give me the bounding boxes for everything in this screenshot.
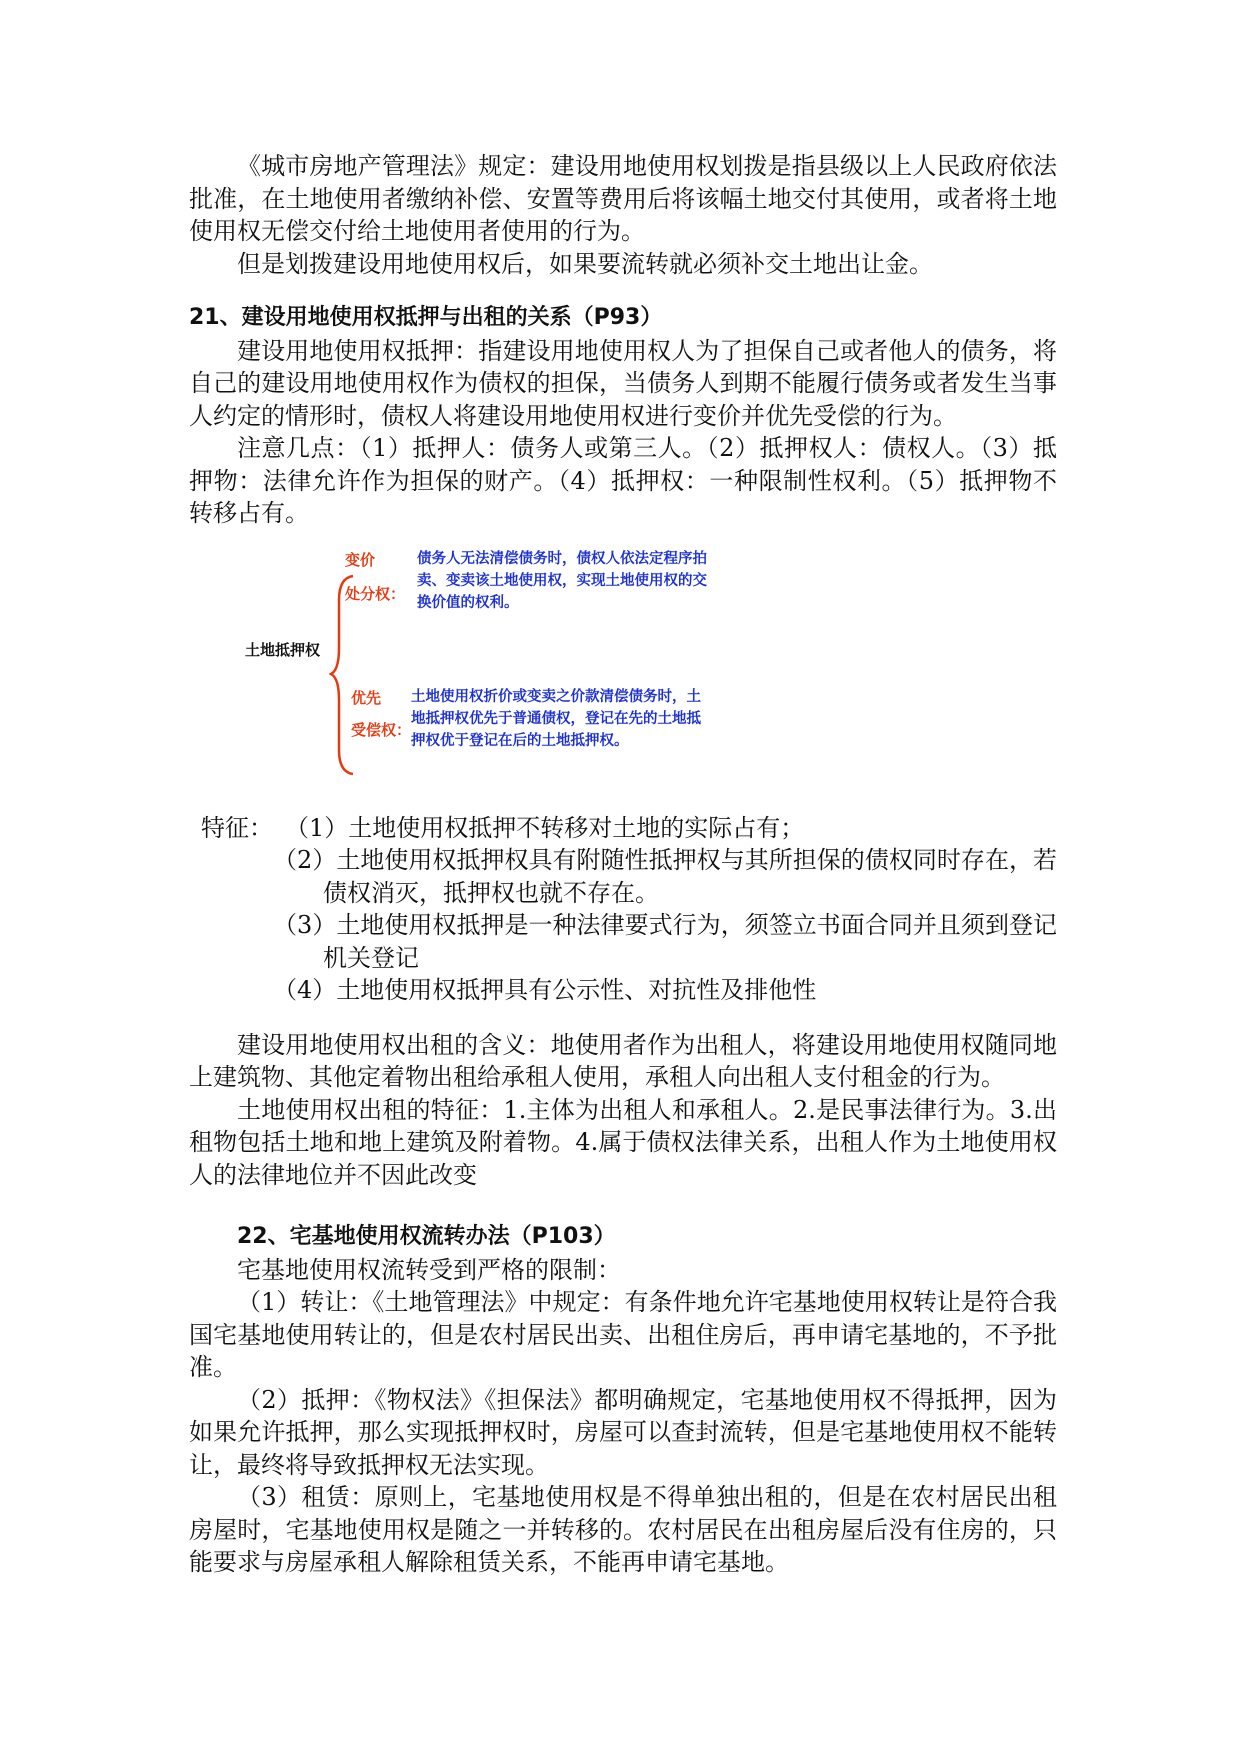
- diagram-root-label: 土地抵押权: [245, 640, 321, 659]
- mortgage-rights-diagram: [189, 544, 1057, 806]
- paragraph: （2）抵押：《物权法》《担保法》都明确规定，宅基地使用权不得抵押，因为如果允许抵押，那么实现抵押权时，房屋可以查封流转，但是宅基地使用权不能转让，最终将导致抵押权无法实现。: [189, 1385, 1057, 1479]
- branch2-label-line2: 受偿权：: [351, 720, 412, 739]
- document-body: [189, 150, 1057, 1579]
- features-list: [189, 812, 1057, 1007]
- section-heading: 22、宅基地使用权流转办法（P103）: [237, 1224, 616, 1249]
- feature-item: （2）土地使用权抵押权具有附随性抵押权与其所担保的债权同时存在，若债权消灭，抵押权也就不存在。: [273, 846, 1057, 907]
- branch1-label-line1: 变价: [345, 550, 376, 569]
- branch1-label-line2: 处分权：: [345, 584, 406, 603]
- branch2-description: 土地使用权折价或变卖之价款清偿债务时，土地抵押权优先于普通债权，登记在先的土地抵押权优于登记在后的土地抵押权。: [411, 688, 701, 749]
- branch1-description: 债务人无法清偿债务时，债权人依法定程序拍卖、变卖该土地使用权，实现土地使用权的交换价值的权利。: [417, 550, 707, 611]
- paragraph: 《城市房地产管理法》规定：建设用地使用权划拨是指县级以上人民政府依法批准，在土地使用者缴纳补偿、安置等费用后将该幅土地交付其使用，或者将土地使用权无偿交付给土地使用者使用的行为。: [189, 152, 1057, 245]
- feature-item: （1）土地使用权抵押不转移对土地的实际占有；: [285, 813, 805, 842]
- paragraph: 土地使用权出租的特征：1.主体为出租人和承租人。2.是民事法律行为。3.出租物包括土地和地上建筑及附着物。4.属于债权法律关系，出租人作为土地使用权人的法律地位并不因此改变: [189, 1095, 1057, 1189]
- section-heading: 21、建设用地使用权抵押与出租的关系（P93）: [189, 305, 663, 330]
- feature-item: （3）土地使用权抵押是一种法律要式行为，须签立书面合同并且须到登记机关登记: [273, 911, 1057, 972]
- features-prefix: 特征：: [201, 813, 273, 842]
- paragraph: 建设用地使用权出租的含义：地使用者作为出租人，将建设用地使用权随同地上建筑物、其他定着物出租给承租人使用，承租人向出租人支付租金的行为。: [189, 1030, 1057, 1091]
- paragraph: （1）转让：《土地管理法》中规定：有条件地允许宅基地使用权转让是符合我国宅基地使用转让的，但是农村居民出卖、出租住房后，再申请宅基地的，不予批准。: [189, 1288, 1057, 1381]
- paragraph: （3）租赁：原则上，宅基地使用权是不得单独出租的，但是在农村居民出租房屋时，宅基地使用权是随之一并转移的。农村居民在出租房屋后没有住房的，只能要求与房屋承租人解除租赁关系，不能再申请宅基地。: [189, 1483, 1057, 1576]
- paragraph: 建设用地使用权抵押：指建设用地使用权人为了担保自己或者他人的债务，将自己的建设用地使用权作为债权的担保，当债务人到期不能履行债务或者发生当事人约定的情形时，债权人将建设用地使用权进行变价并优先受偿的行为。: [189, 336, 1057, 430]
- paragraph: 宅基地使用权流转受到严格的限制：: [237, 1255, 621, 1284]
- paragraph: 但是划拨建设用地使用权后，如果要流转就必须补交土地出让金。: [237, 249, 933, 278]
- paragraph: 注意几点：（1）抵押人：债务人或第三人。（2）抵押权人：债权人。（3）抵押物：法律允许作为担保的财产。（4）抵押权：一种限制性权利。（5）抵押物不转移占有。: [189, 434, 1057, 527]
- feature-item: （4）土地使用权抵押具有公示性、对抗性及排他性: [273, 976, 817, 1004]
- branch2-label-line1: 优先: [351, 688, 382, 707]
